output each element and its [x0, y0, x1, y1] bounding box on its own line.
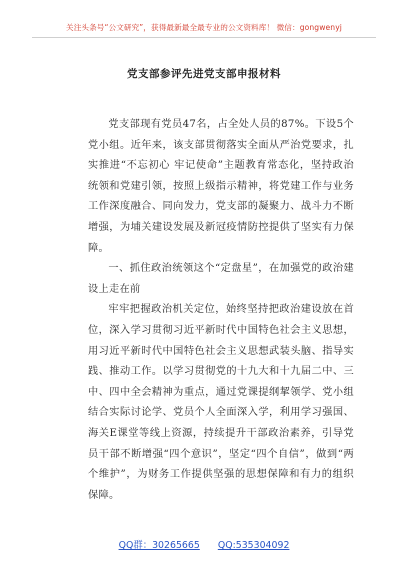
document-title: 党支部参评先进党支部申报材料 — [127, 68, 281, 80]
footer-qq-group: QQ群：30265665 — [118, 540, 200, 551]
paragraph-intro: 党支部现有党员47名，占全处人员的87%。下设5个党小组。近年来，该支部贯彻落实全面从严治党要求，扎实推进“不忘初心 牢记使命”主题教育常态化，坚持政治统领和党建引领，按照上级指示精神，将党建工作与业务工作深度融合、同向发力，党支部的凝聚力、战斗力不断增强，为埔关建设发展及新冠疫情防控提供了坚实有力保障。 — [88, 119, 354, 254]
document-body — [88, 115, 354, 506]
footer-contact — [0, 537, 408, 551]
paragraph-section-body: 牢牢把握政治机关定位，始终坚持把政治建设放在首位，深入学习贯彻习近平新时代中国特色社会主义思想，用习近平新时代中国特色社会主义思想武装头脑、指导实践、推动工作。以学习贯彻党的十九大和十九届二中、三中、四中全会精神为重点，通过党课提纲挈领学、党小组结合实际讨论学、党员个人全面深入学，利用学习强国、海关E课堂等线上资源，持续提升干部政治素养，引导党员干部不断增强“四个意识”，坚定“四个自信”，做到“两个维护”，为财务工作提供坚强的思想保障和有力的组织保障。 — [88, 304, 354, 501]
header-banner: 关注头条号“公文研究”，获得最新最全最专业的公文资料库！ 微信：gongwenyj — [66, 23, 342, 32]
paragraph-section-heading: 一、抓住政治统领这个“定盘星”，在加强党的政治建设上走在前 — [88, 263, 354, 295]
footer-qq: QQ:535304092 — [217, 540, 290, 551]
header-divider — [32, 37, 376, 38]
